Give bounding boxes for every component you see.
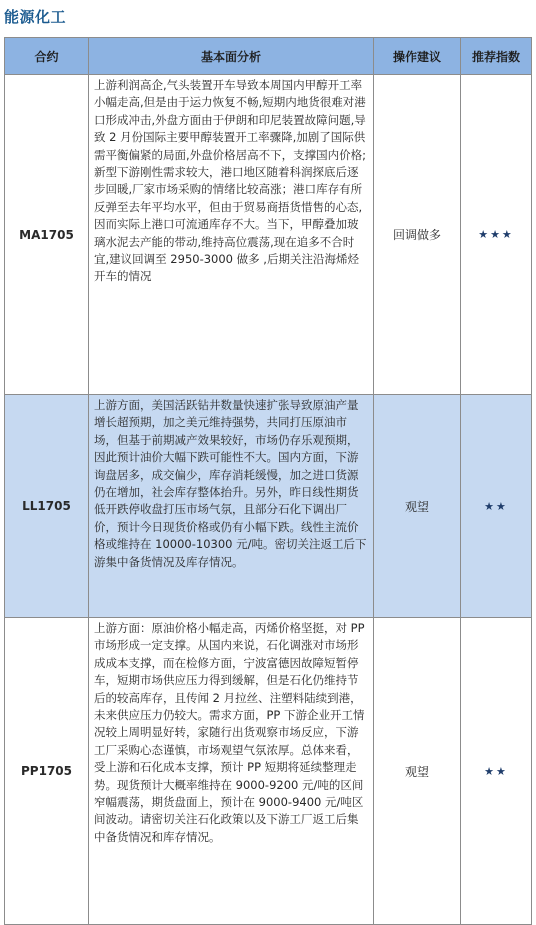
- header-analysis: 基本面分析: [89, 38, 374, 75]
- table-row: [5, 395, 532, 618]
- section-title: 能源化工: [4, 8, 67, 26]
- analysis-table: [4, 37, 532, 925]
- header-advice: 操作建议: [374, 38, 461, 75]
- analysis-cell: 上游利润高企,气头装置开车导致本周国内甲醇开工率小幅走高,但是由于运力恢复不畅,短期内地货很难对港口形成冲击,外盘方面由于伊朗和印尼装置故障问题,导致 2 月份国际主要甲醇装置开工率骤降,加剧了国际供需平衡偏紧的局面,外盘价格居高不下，支撑国内价格;新型下游刚性需求较大，港口地区随着科润探底后逐步回暖,厂家市场采购的情绪比较高涨；港口库存有所反弹至去年平均水平，但由于贸易商捂货惜售的心态,因而实际上港口可流通库存不大。当下，甲醇叠加玻璃水泥去产能的带动,维持高位震荡,现在追多不合时宜,建议回调至 2950-3000 做多 ,后期关注沿海烯烃开车的情况: [89, 75, 374, 395]
- analysis-cell: 上游方面，美国活跃钻井数量快速扩张导致原油产量增长超预期，加之美元维持强势，共同打压原油市场，但基于前期减产效果较好，市场仍存乐观预期，因此预计油价大幅下跌可能性不大。国内方面，下游询盘居多，成交偏少，库存消耗缓慢，加之进口货源仍在增加，社会库存整体抬升。另外，昨日线性期货低开跌停收盘打压市场气氛，且部分石化下调出厂价，预计今日现货价格或仍有小幅下跌。线性主流价格或维持在 10000-10300 元/吨。密切关注返工后下游集中备货情况及库存情况。: [89, 395, 374, 618]
- analysis-cell: 上游方面：原油价格小幅走高，丙烯价格坚挺，对 PP 市场形成一定支撑。从国内来说，石化调涨对市场形成成本支撑，而在检修方面，宁波富德因故障短暂停车，短期市场供应压力得到缓解，但是石化仍维持节后的较高库存，且传闻 2 月拉丝、注塑料陆续到港，未来供应压力仍较大。需求方面，PP 下游企业开工情况较上周明显好转，家随行出货观察市场反应，下游工厂采购心态谨慎，市场观望气氛浓厚。总体来看，受上游和石化成本支撑，预计 PP 短期将延续整理走势。现货预计大概率维持在 9000-9200 元/吨的区间窄幅震荡，期货盘面上，预计在 9000-9400 元/吨区间波动。请密切关注石化政策以及下游工厂返工后集中备货情况和库存情况。: [89, 618, 374, 925]
- advice-cell: 观望: [374, 618, 461, 925]
- contract-cell: LL1705: [5, 395, 89, 618]
- advice-cell: 回调做多: [374, 75, 461, 395]
- header-contract: 合约: [5, 38, 89, 75]
- rating-stars: ★★: [461, 618, 532, 925]
- table-header-row: [5, 38, 532, 75]
- rating-stars: ★★★: [461, 75, 532, 395]
- table-row: [5, 75, 532, 395]
- table-row: [5, 618, 532, 925]
- advice-cell: 观望: [374, 395, 461, 618]
- contract-cell: MA1705: [5, 75, 89, 395]
- rating-stars: ★★: [461, 395, 532, 618]
- header-rating: 推荐指数: [461, 38, 532, 75]
- contract-cell: PP1705: [5, 618, 89, 925]
